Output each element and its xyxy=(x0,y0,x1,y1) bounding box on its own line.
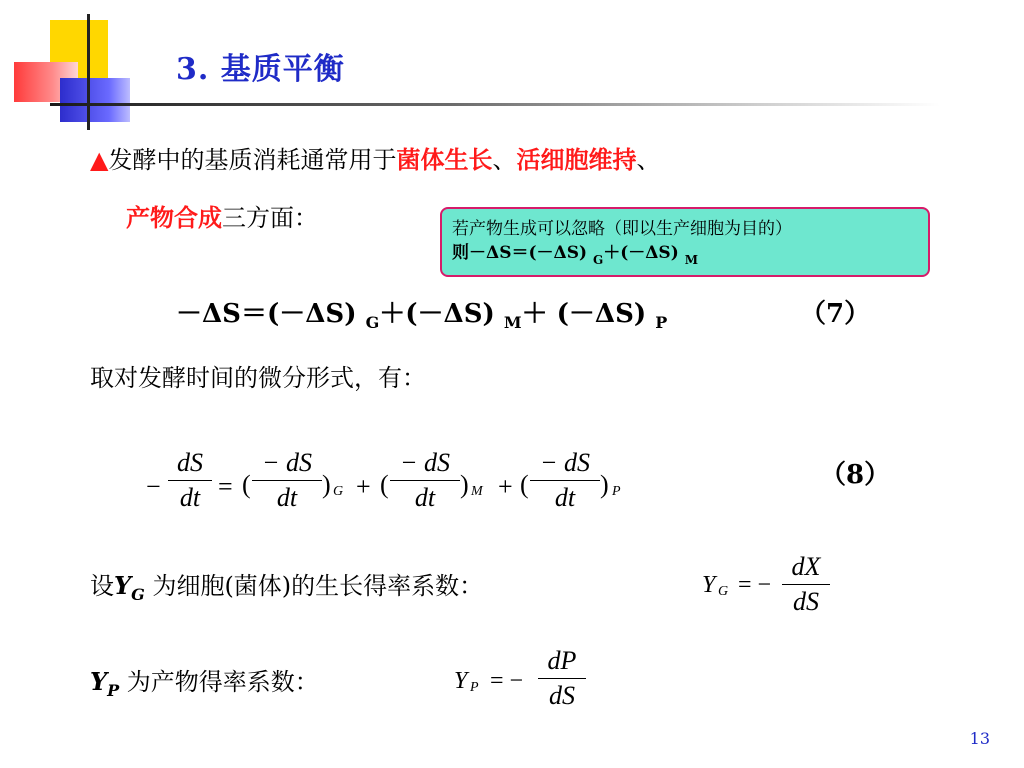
equation-8-label: （8） xyxy=(820,460,891,490)
eq8-num: − dS xyxy=(252,448,322,481)
callout-eq-part: 则－ΔS＝(－ΔS) xyxy=(452,243,593,263)
callout-line-1: 若产物生成可以忽略（即以生产细胞为目的） xyxy=(452,219,792,239)
eq8-lhs-den: dt xyxy=(179,483,201,512)
yp-formula-fraction xyxy=(538,646,586,711)
page-number: 13 xyxy=(969,729,990,748)
eq8-sub-p: P xyxy=(612,484,621,499)
term-product: 产物合成 xyxy=(126,203,222,232)
intro-prefix: 发酵中的基质消耗通常用于 xyxy=(108,146,397,174)
eq8-lhs-num: dS xyxy=(168,448,212,481)
differential-intro: 取对发酵时间的微分形式，有： xyxy=(90,364,426,392)
yg-definition xyxy=(90,572,483,604)
yp-symbol: Y xyxy=(90,667,108,696)
yp-formula-den: dS xyxy=(549,681,575,710)
equation-7 xyxy=(176,293,667,332)
bullet-triangle-icon: ▲ xyxy=(90,146,109,174)
callout-sub-m: M xyxy=(684,253,698,267)
eq8-plus: + xyxy=(356,472,371,501)
eq7-part: －ΔS＝(－ΔS) xyxy=(176,299,366,329)
yg-formula-lhs: Y xyxy=(702,572,716,598)
eq8-den: dt xyxy=(554,483,576,512)
separator: 、 xyxy=(636,146,661,174)
eq8-sub-g: G xyxy=(333,484,344,499)
eq8-equals: = xyxy=(218,472,233,501)
eq8-paren: ) xyxy=(322,470,331,499)
eq7-sub-m: M xyxy=(503,313,522,332)
yg-formula-den: dS xyxy=(793,587,819,616)
eq8-term-g xyxy=(252,448,322,513)
eq8-num: − dS xyxy=(530,448,600,481)
separator: 、 xyxy=(492,146,517,174)
yg-sub: G xyxy=(131,585,145,604)
yp-formula-lhs: Y xyxy=(454,668,468,694)
callout-line-2 xyxy=(452,241,918,272)
decor-blue-block xyxy=(60,78,130,122)
eq8-paren: ) xyxy=(460,470,469,499)
yp-formula-num: dP xyxy=(538,646,586,679)
eq8-paren: ( xyxy=(380,470,389,499)
eq8-lhs-fraction xyxy=(168,448,212,513)
eq8-den: dt xyxy=(276,483,298,512)
eq8-paren: ( xyxy=(242,470,251,499)
callout-sub-g: G xyxy=(592,253,604,267)
eq8-minus: − xyxy=(146,472,161,501)
yp-formula-sub: P xyxy=(470,680,479,695)
intro-line-2 xyxy=(126,204,318,233)
decor-vertical-line xyxy=(87,14,90,130)
yg-formula-eq: = − xyxy=(738,572,772,598)
yp-suffix: 为产物得率系数： xyxy=(119,668,319,696)
eq7-part: ＋(－ΔS) xyxy=(379,299,504,329)
yg-formula-num: dX xyxy=(782,552,830,585)
callout-note xyxy=(440,207,930,277)
yg-formula-sub: G xyxy=(718,584,729,599)
eq8-den: dt xyxy=(414,483,436,512)
term-growth: 菌体生长 xyxy=(396,145,493,174)
intro-suffix: 三方面： xyxy=(222,204,318,232)
yg-suffix: 为细胞(菌体)的生长得率系数： xyxy=(144,572,484,600)
eq8-term-p xyxy=(530,448,600,513)
yg-symbol: Y xyxy=(114,571,132,600)
eq7-sub-p: P xyxy=(655,313,668,332)
yg-formula-fraction xyxy=(782,552,830,617)
term-maintenance: 活细胞维持 xyxy=(516,145,637,174)
eq7-sub-g: G xyxy=(365,313,380,332)
equation-7-label: （7） xyxy=(800,299,871,329)
callout-eq-part: ＋(－ΔS) xyxy=(603,243,685,263)
eq8-sub-m: M xyxy=(471,484,483,499)
eq8-paren: ( xyxy=(520,470,529,499)
yp-formula-eq: = − xyxy=(490,668,524,694)
eq7-part: ＋ (－ΔS) xyxy=(521,299,656,329)
eq8-num: − dS xyxy=(390,448,460,481)
yg-prefix: 设 xyxy=(90,572,114,600)
yp-definition xyxy=(90,668,319,700)
eq8-paren: ) xyxy=(600,470,609,499)
eq8-term-m xyxy=(390,448,460,513)
eq8-plus: + xyxy=(498,472,513,501)
yp-sub: P xyxy=(107,681,120,700)
slide-title: 3. 基质平衡 xyxy=(176,52,345,87)
title-underline xyxy=(50,103,940,106)
intro-line-1 xyxy=(90,146,660,175)
